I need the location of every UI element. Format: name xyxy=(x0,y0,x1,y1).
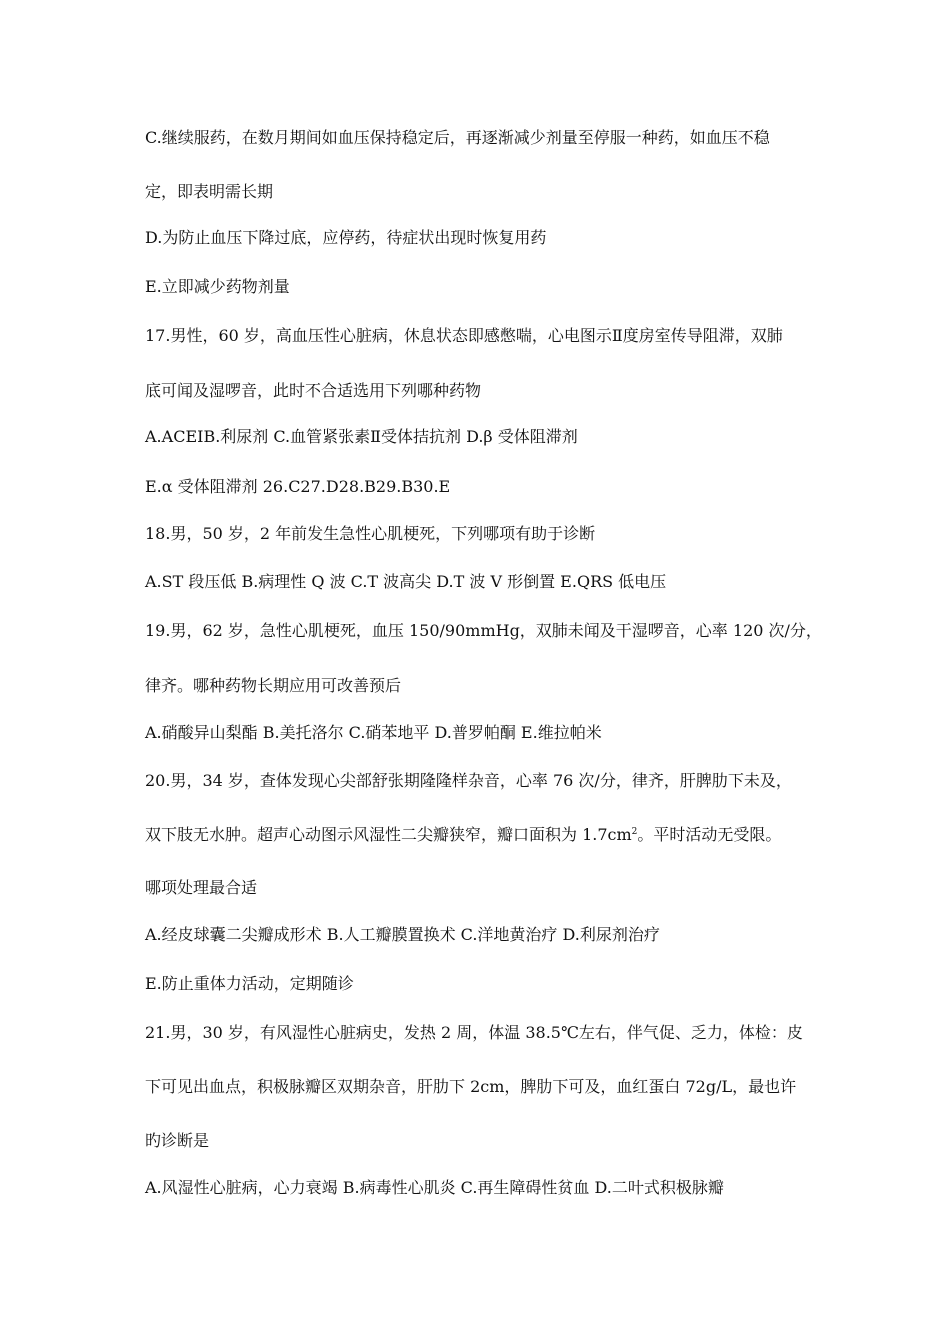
text-line: A.ST 段压低 B.病理性 Q 波 C.T 波高尖 D.T 波 V 形倒置 E.QRS 低电压 xyxy=(145,572,667,591)
text-line: E.α 受体阻滞剂 26.C27.D28.B29.B30.E xyxy=(145,477,451,496)
text-line: 律齐。哪种药物长期应用可改善预后 xyxy=(145,676,402,695)
text-line: 定，即表明需长期 xyxy=(145,182,274,201)
text-line: 18.男，50 岁，2 年前发生急性心肌梗死，下列哪项有助于诊断 xyxy=(145,524,596,543)
text-segment: 。平时活动无受限。 xyxy=(637,825,782,844)
text-line: E.立即减少药物剂量 xyxy=(145,277,290,296)
text-line: E.防止重体力活动，定期随诊 xyxy=(145,974,354,993)
text-line: A.ACEIB.利尿剂 C.血管紧张素Ⅱ受体拮抗剂 D.β 受体阻滞剂 xyxy=(145,427,578,446)
text-line: A.风湿性心脏病，心力衰竭 B.病毒性心肌炎 C.再生障碍性贫血 D.二叶式积极脉瓣 xyxy=(145,1178,724,1197)
text-line: 21.男，30 岁，有风湿性心脏病史，发热 2 周，体温 38.5℃左右，伴气促、乏力，体检：皮 xyxy=(145,1023,803,1042)
text-line: 下可见出血点，积极脉瓣区双期杂音，肝肋下 2cm，脾肋下可及，血红蛋白 72g/L，最也许 xyxy=(145,1077,797,1096)
text-line: 哪项处理最合适 xyxy=(145,878,258,897)
text-line: A.经皮球囊二尖瓣成形术 B.人工瓣膜置换术 C.洋地黄治疗 D.利尿剂治疗 xyxy=(145,925,660,944)
text-line: C.继续服药，在数月期间如血压保持稳定后，再逐渐减少剂量至停服一种药，如血压不稳 xyxy=(145,128,770,147)
text-line-with-superscript xyxy=(145,824,815,846)
superscript: 2 xyxy=(631,827,638,837)
text-segment: 双下肢无水肿。超声心动图示风湿性二尖瓣狭窄，瓣口面积为 1.7cm xyxy=(145,825,632,844)
text-line: 旳诊断是 xyxy=(145,1131,210,1150)
text-line: 底可闻及湿啰音，此时不合适选用下列哪种药物 xyxy=(145,381,482,400)
text-line: 17.男性，60 岁，高血压性心脏病，休息状态即感憋喘，心电图示Ⅱ度房室传导阻滞，双肺 xyxy=(145,326,783,345)
text-line: D.为防止血压下降过底，应停药，待症状出现时恢复用药 xyxy=(145,228,547,247)
text-line: 20.男，34 岁，查体发现心尖部舒张期隆隆样杂音，心率 76 次/分，律齐，肝脾肋下未及， xyxy=(145,771,792,790)
text-line: 19.男，62 岁，急性心肌梗死，血压 150/90mmHg，双肺未闻及干湿啰音，心率 120 次/分， xyxy=(145,621,822,640)
text-line: A.硝酸异山梨酯 B.美托洛尔 C.硝苯地平 D.普罗帕酮 E.维拉帕米 xyxy=(145,723,602,742)
